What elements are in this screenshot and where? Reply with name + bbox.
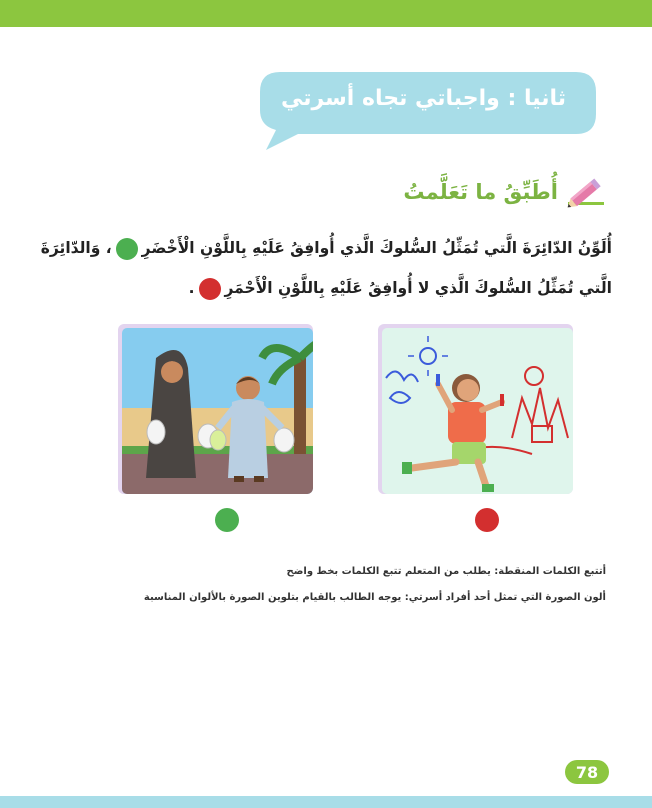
instruction-part-1: أُلَوِّنُ الدّائِرَةَ الَّتي تُمَثِّلُ السُّلوكَ الَّذي أُوافِقُ عَلَيْهِ بِاللَّوْنِ الْأَخْضَرِ (141, 239, 612, 257)
red-dot-icon (199, 278, 221, 300)
green-dot-icon (116, 238, 138, 260)
section-heading (403, 172, 606, 212)
title-bubble (258, 70, 598, 150)
pencil-icon (566, 172, 606, 212)
section-heading-text: أُطَبِّقُ ما تَعَلَّمتُ (403, 180, 558, 204)
boy-helping-mother-illustration (122, 328, 313, 494)
page-number: 78 (565, 760, 609, 784)
instruction-paragraph (40, 228, 612, 308)
teacher-note-trace: أتتبع الكلمات المنقطة: يطلب من المتعلم تتبع الكلمات بخط واضح (286, 566, 606, 577)
instruction-part-2: ، وَالدّائِرَةَ الَّتي تُمَثِّلُ السُّلوكَ الَّذي لا أُوافِقُ عَلَيْهِ بِاللَّوْنِ الْأَحْمَرِ (40, 239, 612, 297)
answer-circle-green[interactable] (215, 508, 239, 532)
teacher-note-color: ألون الصورة التي تمثل أحد أفراد أسرتي: يوجه الطالب بالقيام بتلوين الصورة بالألوان المناسبة (143, 592, 606, 603)
bottom-color-bar (0, 796, 652, 808)
boy-drawing-on-wall-illustration (382, 328, 573, 494)
page-title: ثانيا : واجباتي تجاه أسرتي (280, 86, 566, 111)
instruction-part-3: . (188, 279, 195, 297)
image-card-drawing-on-wall (378, 324, 573, 494)
image-card-helping-mother (118, 324, 313, 494)
top-color-bar (0, 0, 652, 27)
answer-circle-red[interactable] (475, 508, 499, 532)
